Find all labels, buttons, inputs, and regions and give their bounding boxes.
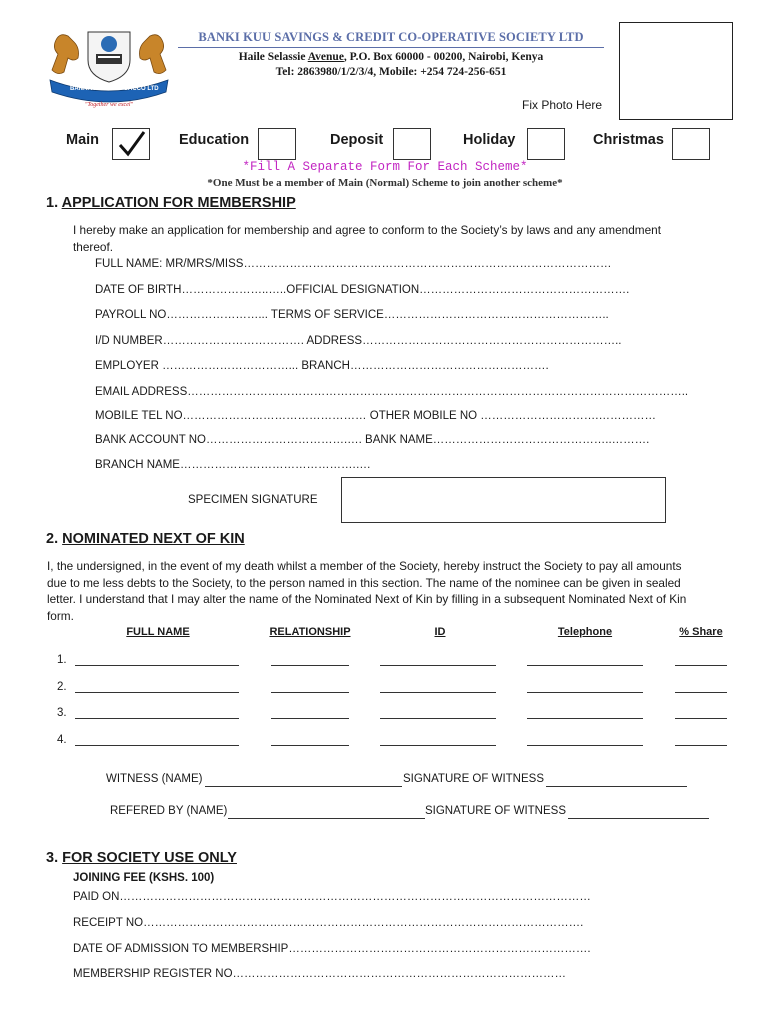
org-address: Haile Selassie Avenue, P.O. Box 60000 - 00200, Nairobi, Kenya [238, 51, 544, 63]
field-full-name[interactable]: FULL NAME: MR/MRS/MISS…………………………………………………………………………………… [95, 258, 612, 270]
kin-1-telephone[interactable] [527, 665, 643, 666]
kin-3-telephone[interactable] [527, 718, 643, 719]
col-telephone: Telephone [557, 626, 613, 638]
col-id: ID [434, 626, 446, 638]
col-full-name: FULL NAME [126, 626, 190, 638]
kin-4-id[interactable] [380, 745, 496, 746]
kin-4-telephone[interactable] [527, 745, 643, 746]
field-admission-date[interactable]: DATE OF ADMISSION TO MEMBERSHIP……………………………………………………………………. [73, 943, 591, 955]
referred-by-label: REFERED BY (NAME) [110, 805, 228, 817]
kin-4-share[interactable] [675, 745, 727, 746]
fill-separate-note: *Fill A Separate Form For Each Scheme* [242, 160, 528, 174]
col-share: % Share [679, 626, 723, 638]
kin-3-relationship[interactable] [271, 718, 349, 719]
witness-signature-label: SIGNATURE OF WITNESS [403, 773, 544, 785]
kin-row-number: 1. [57, 654, 67, 666]
org-name: BANKI KUU SAVINGS & CREDIT CO-OPERATIVE SOCIETY LTD [198, 30, 584, 44]
field-employer-branch[interactable]: EMPLOYER ……………………………... BRANCH……………………………………………. [95, 360, 549, 372]
kin-2-id[interactable] [380, 692, 496, 693]
photo-label: Fix Photo Here [522, 98, 603, 112]
witness-name-label: WITNESS (NAME) [106, 773, 203, 785]
kin-2-full-name[interactable] [75, 692, 239, 693]
kin-2-relationship[interactable] [271, 692, 349, 693]
referred-signature-field[interactable] [568, 818, 709, 819]
svg-text:"Together we excel": "Together we excel" [84, 102, 134, 108]
kin-3-share[interactable] [675, 718, 727, 719]
field-register-no[interactable]: MEMBERSHIP REGISTER NO…………………………………………………………………………… [73, 968, 567, 980]
kin-3-full-name[interactable] [75, 718, 239, 719]
svg-text:BANKI KUU: BANKI KUU [70, 86, 104, 92]
scheme-label-education: Education [179, 132, 250, 148]
org-telephone: Tel: 2863980/1/2/3/4, Mobile: +254 724-256-651 [275, 66, 507, 78]
referred-signature-label: SIGNATURE OF WITNESS [425, 805, 566, 817]
scheme-label-holiday: Holiday [463, 132, 516, 148]
col-relationship: RELATIONSHIP [269, 626, 351, 638]
section-2-title: 2. NOMINATED NEXT OF KIN [46, 531, 245, 547]
kin-row-number: 3. [57, 707, 67, 719]
section-2-intro: I, the undersigned, in the event of my death whilst a member of the Society, hereby instruct the Society to pay all amounts due to me less debts to the Society, to the person named in this section. The name of the nominee can be given in sealed letter. I understand that I may alter the name of the Nominated Next of Kin by filling in a subsequent Nominated Next of Kin form. [47, 559, 687, 623]
scheme-label-deposit: Deposit [330, 132, 384, 148]
field-id-address[interactable]: I/D NUMBER………………………………. ADDRESS………………………………………………………….. [95, 335, 622, 347]
check-icon [113, 129, 149, 159]
society-logo [48, 22, 170, 110]
witness-name-field[interactable] [205, 786, 402, 787]
joining-fee-label: JOINING FEE (KSHS. 100) [73, 872, 215, 884]
field-paid-on[interactable]: PAID ON…………………………………………………………………………………………………………… [73, 891, 591, 903]
scheme-checkbox-education[interactable] [258, 128, 296, 160]
field-receipt-no[interactable]: RECEIPT NO……………………………………………………………………………………………………. [73, 917, 584, 929]
kin-2-telephone[interactable] [527, 692, 643, 693]
field-bank-account[interactable]: BANK ACCOUNT NO……………………………….…. BANK NAME………………………………………..………. [95, 434, 650, 446]
kin-1-relationship[interactable] [271, 665, 349, 666]
scheme-checkbox-deposit[interactable] [393, 128, 431, 160]
kin-4-full-name[interactable] [75, 745, 239, 746]
kin-1-share[interactable] [675, 665, 727, 666]
field-email[interactable]: EMAIL ADDRESS………………………………………………………………………………………………………………….. [95, 386, 689, 398]
specimen-signature-box[interactable] [341, 477, 666, 523]
section-1-title: 1. APPLICATION FOR MEMBERSHIP [46, 195, 296, 211]
kin-4-relationship[interactable] [271, 745, 349, 746]
referred-by-field[interactable] [228, 818, 425, 819]
field-dob-designation[interactable]: DATE OF BIRTH…………………..…..OFFICIAL DESIGNATION………………………………………………. [95, 284, 630, 296]
scheme-label-main: Main [66, 132, 100, 148]
photo-box[interactable] [619, 22, 733, 120]
kin-2-share[interactable] [675, 692, 727, 693]
kin-3-id[interactable] [380, 718, 496, 719]
scheme-checkbox-holiday[interactable] [527, 128, 565, 160]
kin-row-number: 4. [57, 734, 67, 746]
section-1-intro: I hereby make an application for membership and agree to conform to the Society’s by laws and any amendment thereof. [73, 223, 661, 254]
field-mobile[interactable]: MOBILE TEL NO………………………………………… OTHER MOBILE NO ………………………….…………… [95, 410, 656, 422]
member-rule-note: *One Must be a member of Main (Normal) Scheme to join another scheme* [207, 177, 563, 189]
svg-text:SACCO LTD: SACCO LTD [124, 86, 159, 92]
specimen-signature-label: SPECIMEN SIGNATURE [188, 494, 318, 506]
kin-row-number: 2. [57, 681, 67, 693]
scheme-label-christmas: Christmas [593, 132, 664, 148]
header-rule [178, 47, 604, 48]
field-branch-name[interactable]: BRANCH NAME……………………………………….…. [95, 459, 371, 471]
section-3-title: 3. FOR SOCIETY USE ONLY [46, 850, 237, 866]
kin-1-id[interactable] [380, 665, 496, 666]
scheme-checkbox-christmas[interactable] [672, 128, 710, 160]
witness-signature-field[interactable] [546, 786, 687, 787]
kin-1-full-name[interactable] [75, 665, 239, 666]
field-payroll-terms[interactable]: PAYROLL NO……………………... TERMS OF SERVICE………………………………………………….. [95, 309, 609, 321]
scheme-checkbox-main[interactable] [112, 128, 150, 160]
